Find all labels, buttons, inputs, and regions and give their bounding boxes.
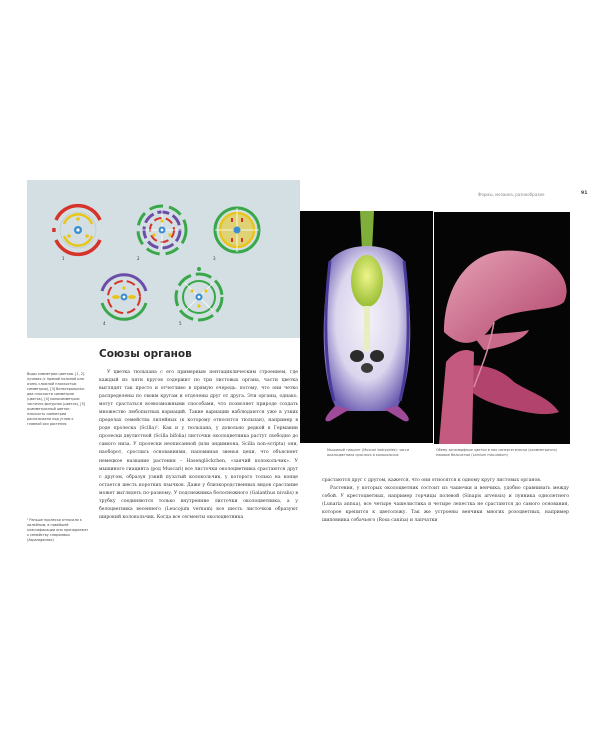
running-header: Формы, мозаика, разнообразие: [478, 192, 545, 197]
section-title: Союзы органов: [99, 348, 192, 360]
lamium-illustration: [434, 212, 570, 444]
floral-diagram-1: [54, 206, 100, 255]
photo-caption-lamium: Обему зигоморфные цветки в них синергетически (асимметрично) ежовые бельчатые (Lamium maculatum): [436, 448, 557, 457]
muscari-illustration: [300, 211, 433, 443]
diagram-caption: Виды симметрии цветков. [1, 2] лучевая (с прямой полиной или очень сложной плоскостью симметрии), [3] билатеральная: два плоскости симметрии (цветок), [4] моносимметрия: частично фигурная (цветок), [5] асимметричный цветок: плоскость симметрии расположена под углом к главной оси растения: [27, 372, 86, 426]
photo-caption-muscari: Мышиный гиацинт (Muscari botryoides): части околоцветника срослись в колокольчик: [327, 448, 410, 457]
floral-diagrams-svg: [27, 180, 300, 338]
photo-lamium-flower: [434, 212, 570, 444]
figure-label-2: 2: [137, 256, 140, 261]
body-text-right: [322, 477, 569, 525]
paragraph: срастаются друг с другом, кажется, что они относятся к одному кругу листовых органов.: [322, 478, 542, 483]
floral-diagram-2: [138, 206, 186, 254]
page-number: 91: [581, 191, 588, 196]
figure-label-5: 5: [179, 321, 182, 326]
floral-diagram-figure: [27, 180, 300, 338]
figure-label-4: 4: [103, 321, 106, 326]
photo-muscari-flower: [300, 211, 433, 443]
paragraph: У цветка тюльпана с его примерным пентациклическим строением, где каждый из пяти кругов содержит по три листовых органа, части цветка выглядят так просто и отчетливо в прямую очередь: потому, что они четко распределены по своим кругам и отделены друг от друга. Эти органы, однако, могут срастаться всевозможными способами, что позволяет природе создать множество любопытных вариаций. Такие вариации наблюдаются уже в узких пределах семейства лилейных (к которому относится тюльпан), например в роде пролеска (Scilla)¹. Как и у тюльпана, у довольно редкой в Германии пролески двулистной (Scilla bifolia) листочки околоцветника растут свободно до самого низа. У пролески неописанной (или эндимиона, Scilla non-scripta) они, наоборот, срослись основаниями, напоминая звенья цепи, что объясняет немецкое название растения – Hasenglöckchen, «заячий колокольчик». У мышиного гиацинта (род Muscari) все листочки околоцветника срастаются друг с другом, образуя узкий пузатый колокольчик, у которого только на конце остается шесть коротких язычков. Даже у близкородственных видов срастание может выглядеть по-разному. У подснежника белоснежного (Galanthus nivalis) в трубку соединяются только внутренние листочки околоцветника, а у белоцветника весеннего (Leucojum vernum) все шесть листочков образуют широкий колокольчик. Когда все сегменты околоцветника: [99, 370, 298, 520]
floral-diagram-4: [102, 275, 146, 320]
paragraph: Растения, у которых околоцветник состоит из чашечки и венчика, удобно сравнивать между собой. У крестоцветных, например горчицы полевой (Sinapis arvensis) и лунника однолетнего (Lunaria annua), все четыре чашелистика и четыре лепестка не срастаются до самого основания, которое крепится к цветоложу. Так же устроены венчики многих розоцветных, например шиповника собачьего (Rosa canina) и лапчатки: [322, 486, 569, 524]
footnote: ¹ Раньше пролески относили к лилейным, в новейшей классификации они принадлежат к семейству спаржевых (Asparagaceae): [27, 518, 89, 542]
figure-label-3: 3: [213, 256, 216, 261]
floral-diagram-3: [215, 208, 259, 252]
floral-diagram-5: [176, 267, 222, 320]
body-text-left: [99, 369, 298, 522]
figure-label-1: 1: [62, 256, 65, 261]
